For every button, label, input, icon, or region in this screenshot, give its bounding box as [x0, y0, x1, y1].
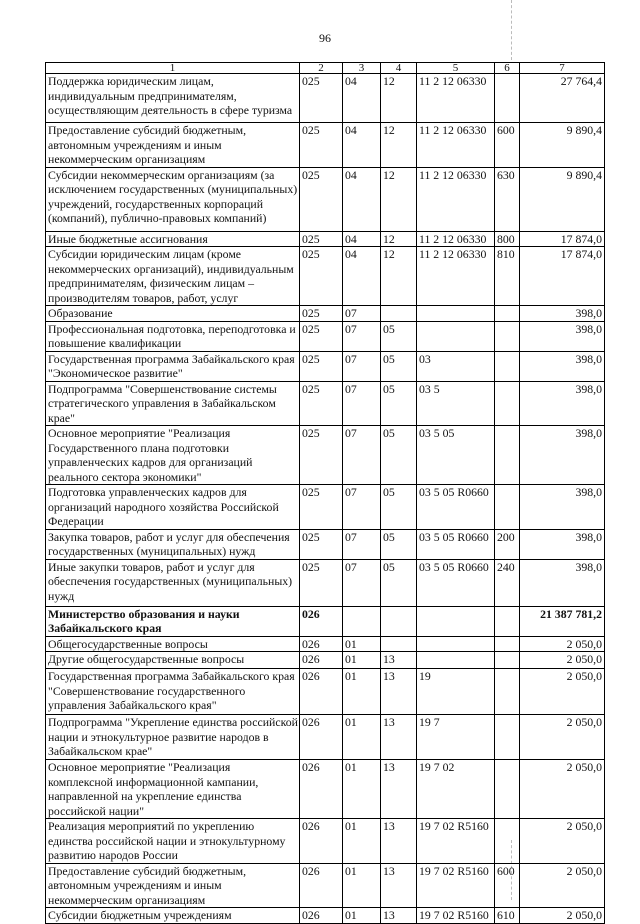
- amount: 398,0: [520, 321, 605, 351]
- amount: 2 050,0: [520, 863, 605, 908]
- code-expense-type: [495, 351, 520, 381]
- table-row: [46, 231, 605, 247]
- code-expense-type: [495, 426, 520, 485]
- table-row: [46, 123, 605, 168]
- code-admin: 025: [300, 321, 343, 351]
- amount: 398,0: [520, 381, 605, 426]
- column-header: 4: [381, 63, 417, 74]
- item-name: Министерство образования и науки Забайкальского края: [46, 606, 300, 636]
- code-admin: 026: [300, 760, 343, 819]
- code-subsection: 13: [381, 760, 417, 819]
- item-name: Основное мероприятие "Реализация Государственного плана подготовки управленческих кадров для организаций реального сектора экономики": [46, 426, 300, 485]
- amount: 398,0: [520, 351, 605, 381]
- code-admin: 025: [300, 231, 343, 247]
- item-name: Иные бюджетные ассигнования: [46, 231, 300, 247]
- item-name: Образование: [46, 306, 300, 322]
- code-section: 04: [343, 247, 381, 306]
- code-section: 04: [343, 231, 381, 247]
- amount: 398,0: [520, 426, 605, 485]
- code-target: 11 2 12 06330: [417, 167, 495, 231]
- code-target: 19 7 02: [417, 760, 495, 819]
- code-expense-type: 630: [495, 167, 520, 231]
- code-subsection: 13: [381, 669, 417, 715]
- code-expense-type: 200: [495, 529, 520, 559]
- code-subsection: 12: [381, 231, 417, 247]
- item-name: Подпрограмма "Укрепление единства российской нации и этнокультурное развитие народов в Забайкальском крае": [46, 715, 300, 760]
- page-number: 96: [319, 31, 331, 45]
- code-expense-type: 610: [495, 908, 520, 924]
- item-name: Подпрограмма "Совершенствование системы стратегического управления в Забайкальском крае": [46, 381, 300, 426]
- code-admin: 025: [300, 351, 343, 381]
- amount: 9 890,4: [520, 167, 605, 231]
- code-section: 07: [343, 351, 381, 381]
- code-section: 07: [343, 381, 381, 426]
- item-name: Предоставление субсидий бюджетным, автономным учреждениям и иным некоммерческим организациям: [46, 123, 300, 168]
- column-header: 2: [300, 63, 343, 74]
- table-row: [46, 247, 605, 306]
- item-name: Основное мероприятие "Реализация комплексной информационной кампании, направленной на укрепление единства российской нации": [46, 760, 300, 819]
- table-header-row: [46, 63, 605, 74]
- code-target: 11 2 12 06330: [417, 247, 495, 306]
- code-target: 03 5 05: [417, 426, 495, 485]
- code-expense-type: [495, 606, 520, 636]
- amount: 17 874,0: [520, 247, 605, 306]
- code-expense-type: [495, 381, 520, 426]
- code-admin: 025: [300, 167, 343, 231]
- scan-artifact-line: [511, 0, 512, 60]
- column-header: 1: [46, 63, 300, 74]
- item-name: Государственная программа Забайкальского края "Экономическое развитие": [46, 351, 300, 381]
- code-expense-type: 600: [495, 123, 520, 168]
- code-admin: 025: [300, 306, 343, 322]
- table-row: [46, 321, 605, 351]
- code-subsection: 05: [381, 351, 417, 381]
- table-row: [46, 760, 605, 819]
- table-row: [46, 351, 605, 381]
- code-target: [417, 636, 495, 652]
- item-name: Общегосударственные вопросы: [46, 636, 300, 652]
- table-row: [46, 819, 605, 864]
- code-section: 04: [343, 123, 381, 168]
- code-subsection: 05: [381, 559, 417, 606]
- item-name: Поддержка юридическим лицам, индивидуальным предпринимателям, осуществляющим деятельность в сфере туризма: [46, 74, 300, 123]
- code-admin: 026: [300, 715, 343, 760]
- column-header: 5: [417, 63, 495, 74]
- code-section: 07: [343, 306, 381, 322]
- code-expense-type: [495, 636, 520, 652]
- code-admin: 025: [300, 559, 343, 606]
- budget-table: [45, 62, 605, 924]
- code-target: 19 7 02 R5160: [417, 908, 495, 924]
- code-subsection: 12: [381, 74, 417, 123]
- code-admin: 025: [300, 123, 343, 168]
- code-expense-type: [495, 715, 520, 760]
- code-admin: 025: [300, 529, 343, 559]
- amount: 17 874,0: [520, 231, 605, 247]
- code-section: 07: [343, 321, 381, 351]
- table-row: [46, 652, 605, 669]
- item-name: Профессиональная подготовка, переподготовка и повышение квалификации: [46, 321, 300, 351]
- table-row: [46, 636, 605, 652]
- amount: 398,0: [520, 306, 605, 322]
- code-expense-type: [495, 819, 520, 864]
- amount: 398,0: [520, 529, 605, 559]
- code-admin: 026: [300, 863, 343, 908]
- code-section: 01: [343, 819, 381, 864]
- code-expense-type: [495, 321, 520, 351]
- table-row: [46, 669, 605, 715]
- code-target: 11 2 12 06330: [417, 123, 495, 168]
- table-row: [46, 908, 605, 924]
- code-admin: 025: [300, 426, 343, 485]
- code-subsection: 05: [381, 426, 417, 485]
- code-section: 01: [343, 863, 381, 908]
- code-subsection: 13: [381, 652, 417, 669]
- code-target: 19: [417, 669, 495, 715]
- code-target: 03: [417, 351, 495, 381]
- column-header: 3: [343, 63, 381, 74]
- code-section: 01: [343, 669, 381, 715]
- code-admin: 025: [300, 247, 343, 306]
- code-target: [417, 606, 495, 636]
- code-subsection: 13: [381, 908, 417, 924]
- code-subsection: 12: [381, 123, 417, 168]
- item-name: Субсидии бюджетным учреждениям: [46, 908, 300, 924]
- table-row: [46, 485, 605, 530]
- code-subsection: 05: [381, 485, 417, 530]
- code-subsection: 05: [381, 529, 417, 559]
- table-row: [46, 74, 605, 123]
- item-name: Субсидии юридическим лицам (кроме некоммерческих организаций), индивидуальным предпринимателям, физическим лицам – производителям товаров, работ, услуг: [46, 247, 300, 306]
- table-row: [46, 167, 605, 231]
- amount: 2 050,0: [520, 669, 605, 715]
- code-section: 07: [343, 529, 381, 559]
- item-name: Реализация мероприятий по укреплению единства российской нации и этнокультурному развитию народов России: [46, 819, 300, 864]
- code-subsection: 05: [381, 321, 417, 351]
- table-row-ministry: [46, 606, 605, 636]
- amount: 2 050,0: [520, 819, 605, 864]
- code-subsection: [381, 606, 417, 636]
- table-row: [46, 559, 605, 606]
- code-admin: 026: [300, 819, 343, 864]
- item-name: Иные закупки товаров, работ и услуг для обеспечения государственных (муниципальных) нужд: [46, 559, 300, 606]
- code-target: 11 2 12 06330: [417, 74, 495, 123]
- code-admin: 026: [300, 669, 343, 715]
- code-target: 19 7: [417, 715, 495, 760]
- item-name: Другие общегосударственные вопросы: [46, 652, 300, 669]
- code-admin: 025: [300, 485, 343, 530]
- amount: 21 387 781,2: [520, 606, 605, 636]
- code-subsection: 12: [381, 247, 417, 306]
- code-admin: 025: [300, 74, 343, 123]
- code-admin: 026: [300, 908, 343, 924]
- code-section: 01: [343, 908, 381, 924]
- code-subsection: 13: [381, 715, 417, 760]
- code-section: 01: [343, 636, 381, 652]
- code-section: 07: [343, 559, 381, 606]
- table-row: [46, 306, 605, 322]
- code-admin: 026: [300, 636, 343, 652]
- code-section: [343, 606, 381, 636]
- table-row: [46, 381, 605, 426]
- code-expense-type: 600: [495, 863, 520, 908]
- code-target: 03 5 05 R0660: [417, 529, 495, 559]
- code-expense-type: [495, 306, 520, 322]
- code-target: 03 5: [417, 381, 495, 426]
- code-section: 01: [343, 760, 381, 819]
- code-expense-type: 800: [495, 231, 520, 247]
- column-header: 7: [520, 63, 605, 74]
- amount: 9 890,4: [520, 123, 605, 168]
- item-name: Предоставление субсидий бюджетным, автономным учреждениям и иным некоммерческим организациям: [46, 863, 300, 908]
- code-target: [417, 306, 495, 322]
- code-section: 07: [343, 485, 381, 530]
- code-subsection: 13: [381, 863, 417, 908]
- code-subsection: [381, 306, 417, 322]
- code-target: 19 7 02 R5160: [417, 863, 495, 908]
- table-row: [46, 715, 605, 760]
- code-expense-type: [495, 652, 520, 669]
- code-subsection: 12: [381, 167, 417, 231]
- amount: 2 050,0: [520, 636, 605, 652]
- code-subsection: 13: [381, 819, 417, 864]
- code-target: 03 5 05 R0660: [417, 559, 495, 606]
- table-row: [46, 426, 605, 485]
- code-admin: 026: [300, 606, 343, 636]
- code-section: 07: [343, 426, 381, 485]
- table-row: [46, 529, 605, 559]
- code-expense-type: [495, 485, 520, 530]
- item-name: Подготовка управленческих кадров для организаций народного хозяйства Российской Федерации: [46, 485, 300, 530]
- code-subsection: 05: [381, 381, 417, 426]
- code-target: [417, 321, 495, 351]
- code-target: 03 5 05 R0660: [417, 485, 495, 530]
- code-target: 11 2 12 06330: [417, 231, 495, 247]
- code-admin: 026: [300, 652, 343, 669]
- item-name: Государственная программа Забайкальского края "Совершенствование государственного управления Забайкальского края": [46, 669, 300, 715]
- code-subsection: [381, 636, 417, 652]
- amount: 398,0: [520, 485, 605, 530]
- code-section: 04: [343, 167, 381, 231]
- code-expense-type: [495, 760, 520, 819]
- code-expense-type: [495, 74, 520, 123]
- code-expense-type: [495, 669, 520, 715]
- code-expense-type: 240: [495, 559, 520, 606]
- code-section: 01: [343, 715, 381, 760]
- amount: 2 050,0: [520, 760, 605, 819]
- amount: 2 050,0: [520, 715, 605, 760]
- item-name: Закупка товаров, работ и услуг для обеспечения государственных (муниципальных) нужд: [46, 529, 300, 559]
- code-target: [417, 652, 495, 669]
- amount: 2 050,0: [520, 908, 605, 924]
- code-section: 01: [343, 652, 381, 669]
- amount: 398,0: [520, 559, 605, 606]
- code-section: 04: [343, 74, 381, 123]
- code-admin: 025: [300, 381, 343, 426]
- amount: 27 764,4: [520, 74, 605, 123]
- code-expense-type: 810: [495, 247, 520, 306]
- amount: 2 050,0: [520, 652, 605, 669]
- item-name: Субсидии некоммерческим организациям (за исключением государственных (муниципальных) учреждений, государственных корпораций (компаний), публично-правовых компаний): [46, 167, 300, 231]
- table-row: [46, 863, 605, 908]
- column-header: 6: [495, 63, 520, 74]
- code-target: 19 7 02 R5160: [417, 819, 495, 864]
